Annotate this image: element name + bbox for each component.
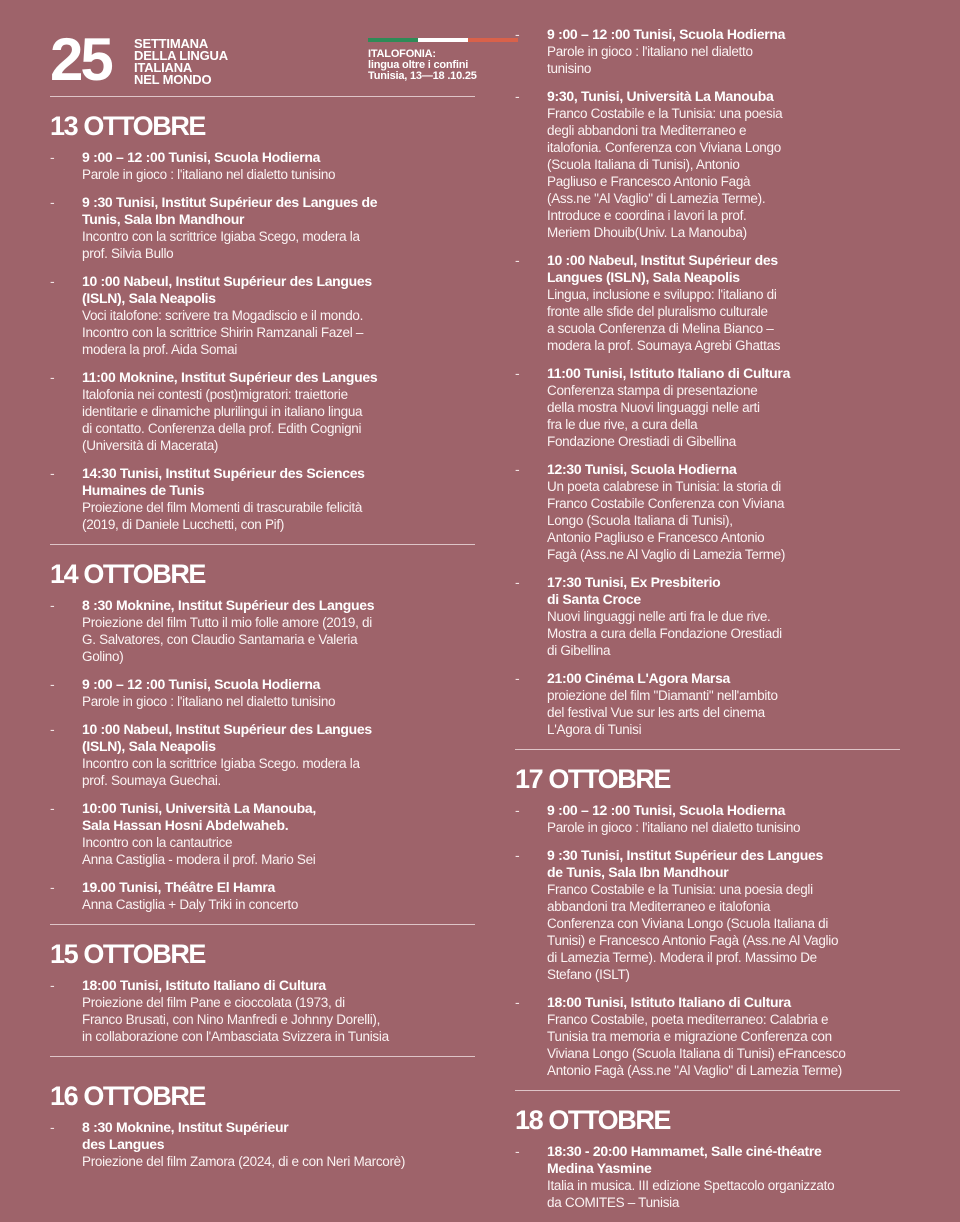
flag-green (368, 38, 418, 42)
dash-bullet: - (515, 574, 520, 590)
dash-bullet: - (515, 847, 520, 863)
dash-bullet: - (515, 26, 520, 42)
event-item (515, 847, 900, 983)
event-item (50, 977, 475, 1045)
dash-bullet: - (50, 465, 55, 481)
event-description: Italofonia nei contesti (post)migratori: traiettorie identitarie e dinamiche plurilingui in italiano lingua di contatto. Conferenza della prof. Edith Cognigni (Università di Macerata) (82, 387, 363, 453)
event-description: Lingua, inclusione e sviluppo: l'italiano di fronte alle sfide del pluralismo culturale a scuola Conferenza di Melina Bianco – modera la prof. Soumaya Agrebi Ghattas (547, 287, 781, 353)
event-title-line: SETTIMANA (134, 36, 209, 51)
event-title-line: DELLA LINGUA (134, 48, 228, 63)
event-description: Italia in musica. III edizione Spettacolo organizzato da COMITES – Tunisia (547, 1178, 835, 1210)
event-item (50, 369, 475, 454)
event-title: 8 :30 Moknine, Institut Supérieur des Langues (82, 1119, 289, 1152)
dash-bullet: - (515, 994, 520, 1010)
event-description: Parole in gioco : l'italiano nel dialetto tunisino (82, 694, 336, 709)
day-heading: 16 OTTOBRE (50, 1081, 206, 1111)
event-title (134, 38, 228, 86)
theme-tagline (368, 49, 477, 82)
right-column (515, 26, 900, 1222)
day-heading: 15 OTTOBRE (50, 939, 206, 969)
event-item (515, 1143, 900, 1211)
event-description: Proiezione del film Zamora (2024, di e con Neri Marcorè) (82, 1154, 406, 1169)
event-title: 14:30 Tunisi, Institut Supérieur des Sciences Humaines de Tunis (82, 465, 365, 498)
event-item (515, 994, 900, 1079)
dash-bullet: - (515, 461, 520, 477)
event-title: 10:00 Tunisi, Università La Manouba, Sala Hassan Hosni Abdelwaheb. (82, 800, 317, 833)
event-item (515, 461, 900, 563)
event-item (515, 252, 900, 354)
event-description: proiezione del film "Diamanti" nell'ambito del festival Vue sur les arts del cinema L'Agora di Tunisi (547, 688, 778, 737)
event-title: 9:30, Tunisi, Università La Manouba (547, 88, 774, 104)
event-title: 9 :30 Tunisi, Institut Supérieur des Langues de Tunis, Sala Ibn Mandhour (82, 194, 378, 227)
event-item (50, 149, 475, 183)
event-item (50, 879, 475, 913)
event-item (515, 26, 900, 77)
event-description: Franco Costabile e la Tunisia: una poesia degli abbandoni tra Mediterraneo e italofonia. Conferenza con Viviana Longo (Scuola Italiana di Tunisi), Antonio Pagliuso e Francesco Antonio Fagà (Ass.ne "Al Vaglio" di Lamezia Terme). Introduce e coordina i lavori la prof. Meriem Dhouib(Univ. La Manouba) (547, 106, 783, 240)
event-description: Un poeta calabrese in Tunisia: la storia di Franco Costabile Conferenza con Viviana Longo (Scuola Italiana di Tunisi), Antonio Pagliuso e Francesco Antonio Fagà (Ass.ne Al Vaglio di Lamezia Terme) (547, 479, 786, 562)
dash-bullet: - (50, 879, 55, 895)
event-description: Parole in gioco : l'italiano nel dialetto tunisino (82, 167, 336, 182)
event-item (50, 597, 475, 665)
dash-bullet: - (50, 676, 55, 692)
event-description: Voci italofone: scrivere tra Mogadiscio e il mondo. Incontro con la scrittrice Shirin Ramzanali Fazel – modera la prof. Aida Somai (82, 308, 364, 357)
event-list (515, 802, 900, 1079)
tagline-line: lingua oltre i confini (368, 59, 469, 71)
event-title: 11:00 Moknine, Institut Supérieur des Langues (82, 369, 378, 385)
event-description: Proiezione del film Pane e cioccolata (1973, di Franco Brusati, con Nino Manfredi e Johnny Dorelli), in collaborazione con l'Ambasciata Svizzera in Tunisia (82, 995, 389, 1044)
event-description: Incontro con la scrittrice Igiaba Scego. modera la prof. Soumaya Guechai. (82, 756, 360, 788)
event-item (515, 802, 900, 836)
divider (50, 924, 475, 925)
event-description: Parole in gioco : l'italiano nel dialetto tunisino (547, 820, 801, 835)
event-item (50, 273, 475, 358)
event-description: Conferenza stampa di presentazione della mostra Nuovi linguaggi nelle arti fra le due rive, a cura della Fondazione Orestiadi di Gibellina (547, 383, 760, 449)
event-item (50, 800, 475, 868)
event-title: 11:00 Tunisi, Istituto Italiano di Cultura (547, 365, 791, 381)
event-title: 17:30 Tunisi, Ex Presbiterio di Santa Croce (547, 574, 721, 607)
event-title: 21:00 Cinéma L'Agora Marsa (547, 670, 731, 686)
dash-bullet: - (50, 800, 55, 816)
event-title: 9 :00 – 12 :00 Tunisi, Scuola Hodierna (547, 802, 786, 818)
event-description: Anna Castiglia + Daly Triki in concerto (82, 897, 299, 912)
event-list (50, 597, 475, 913)
event-title: 9 :00 – 12 :00 Tunisi, Scuola Hodierna (547, 26, 786, 42)
event-description: Franco Costabile e la Tunisia: una poesia degli abbandoni tra Mediterraneo e italofonia Conferenza con Viviana Longo (Scuola Italiana di Tunisi) e Francesco Antonio Fagà (Ass.ne Al Vaglio di Lamezia Terme). Modera il prof. Massimo De Stefano (ISLT) (547, 882, 839, 982)
event-item (515, 88, 900, 241)
dash-bullet: - (515, 252, 520, 268)
event-list (50, 149, 475, 533)
event-title: 18:00 Tunisi, Istituto Italiano di Cultura (547, 994, 791, 1010)
event-list (50, 977, 475, 1045)
event-item (515, 365, 900, 450)
italian-flag-stripe (368, 38, 518, 42)
divider (50, 544, 475, 545)
page-header (50, 0, 475, 96)
event-item (515, 670, 900, 738)
tagline-line: ITALOFONIA: (368, 48, 436, 60)
event-item (50, 721, 475, 789)
divider (50, 96, 475, 97)
dash-bullet: - (515, 670, 520, 686)
dash-bullet: - (50, 721, 55, 737)
dash-bullet: - (50, 273, 55, 289)
dash-bullet: - (515, 802, 520, 818)
event-item (50, 1119, 475, 1170)
event-description: Incontro con la scrittrice Igiaba Scego, modera la prof. Silvia Bullo (82, 229, 360, 261)
day-heading: 17 OTTOBRE (515, 764, 671, 794)
event-title: 9 :30 Tunisi, Institut Supérieur des Langues de Tunis, Sala Ibn Mandhour (547, 847, 823, 880)
event-description: Proiezione del film Momenti di trascurabile felicità (2019, di Daniele Lucchetti, con Pif) (82, 500, 363, 532)
event-title: 19.00 Tunisi, Théâtre El Hamra (82, 879, 276, 895)
event-description: Nuovi linguaggi nelle arti fra le due rive. Mostra a cura della Fondazione Orestiadi di Gibellina (547, 609, 782, 658)
divider (50, 1056, 475, 1057)
dash-bullet: - (50, 597, 55, 613)
event-item (50, 194, 475, 262)
edition-number: 25 (50, 26, 111, 93)
event-title: 9 :00 – 12 :00 Tunisi, Scuola Hodierna (82, 676, 321, 692)
event-description: Incontro con la cantautrice Anna Castiglia - modera il prof. Mario Sei (82, 835, 316, 867)
event-title: 12:30 Tunisi, Scuola Hodierna (547, 461, 737, 477)
event-item (515, 574, 900, 659)
left-column (50, 0, 475, 1181)
event-title-line: NEL MONDO (134, 72, 212, 87)
event-title: 18:30 - 20:00 Hammamet, Salle ciné-théatre Medina Yasmine (547, 1143, 822, 1176)
divider (515, 749, 900, 750)
flag-red (468, 38, 518, 42)
event-title: 10 :00 Nabeul, Institut Supérieur des Langues (ISLN), Sala Neapolis (82, 273, 372, 306)
event-title-line: ITALIANA (134, 60, 193, 75)
event-title: 9 :00 – 12 :00 Tunisi, Scuola Hodierna (82, 149, 321, 165)
event-description: Parole in gioco : l'italiano nel dialetto tunisino (547, 44, 753, 76)
event-list (515, 26, 900, 738)
dash-bullet: - (50, 194, 55, 210)
dash-bullet: - (515, 365, 520, 381)
day-heading: 13 OTTOBRE (50, 111, 206, 141)
dash-bullet: - (515, 1143, 520, 1159)
tagline-line: Tunisia, 13—18 .10.25 (368, 70, 477, 82)
day-heading: 14 OTTOBRE (50, 559, 206, 589)
dash-bullet: - (50, 1119, 55, 1135)
event-description: Franco Costabile, poeta mediterraneo: Calabria e Tunisia tra memoria e migrazione Conferenza con Viviana Longo (Scuola Italiana di Tunisi) eFrancesco Antonio Fagà (Ass.ne "Al Vaglio" di Lamezia Terme) (547, 1012, 846, 1078)
event-title: 18:00 Tunisi, Istituto Italiano di Cultura (82, 977, 326, 993)
event-title: 8 :30 Moknine, Institut Supérieur des Langues (82, 597, 375, 613)
event-title: 10 :00 Nabeul, Institut Supérieur des Langues (ISLN), Sala Neapolis (547, 252, 778, 285)
event-description: Proiezione del film Tutto il mio folle amore (2019, di G. Salvatores, con Claudio Santamaria e Valeria Golino) (82, 615, 372, 664)
event-list (50, 1119, 475, 1170)
event-title: 10 :00 Nabeul, Institut Supérieur des Langues (ISLN), Sala Neapolis (82, 721, 372, 754)
dash-bullet: - (50, 977, 55, 993)
event-list (515, 1143, 900, 1211)
event-item (50, 465, 475, 533)
day-heading: 18 OTTOBRE (515, 1105, 671, 1135)
dash-bullet: - (515, 88, 520, 104)
flag-white (418, 38, 468, 42)
event-item (50, 676, 475, 710)
divider (515, 1090, 900, 1091)
dash-bullet: - (50, 369, 55, 385)
dash-bullet: - (50, 149, 55, 165)
